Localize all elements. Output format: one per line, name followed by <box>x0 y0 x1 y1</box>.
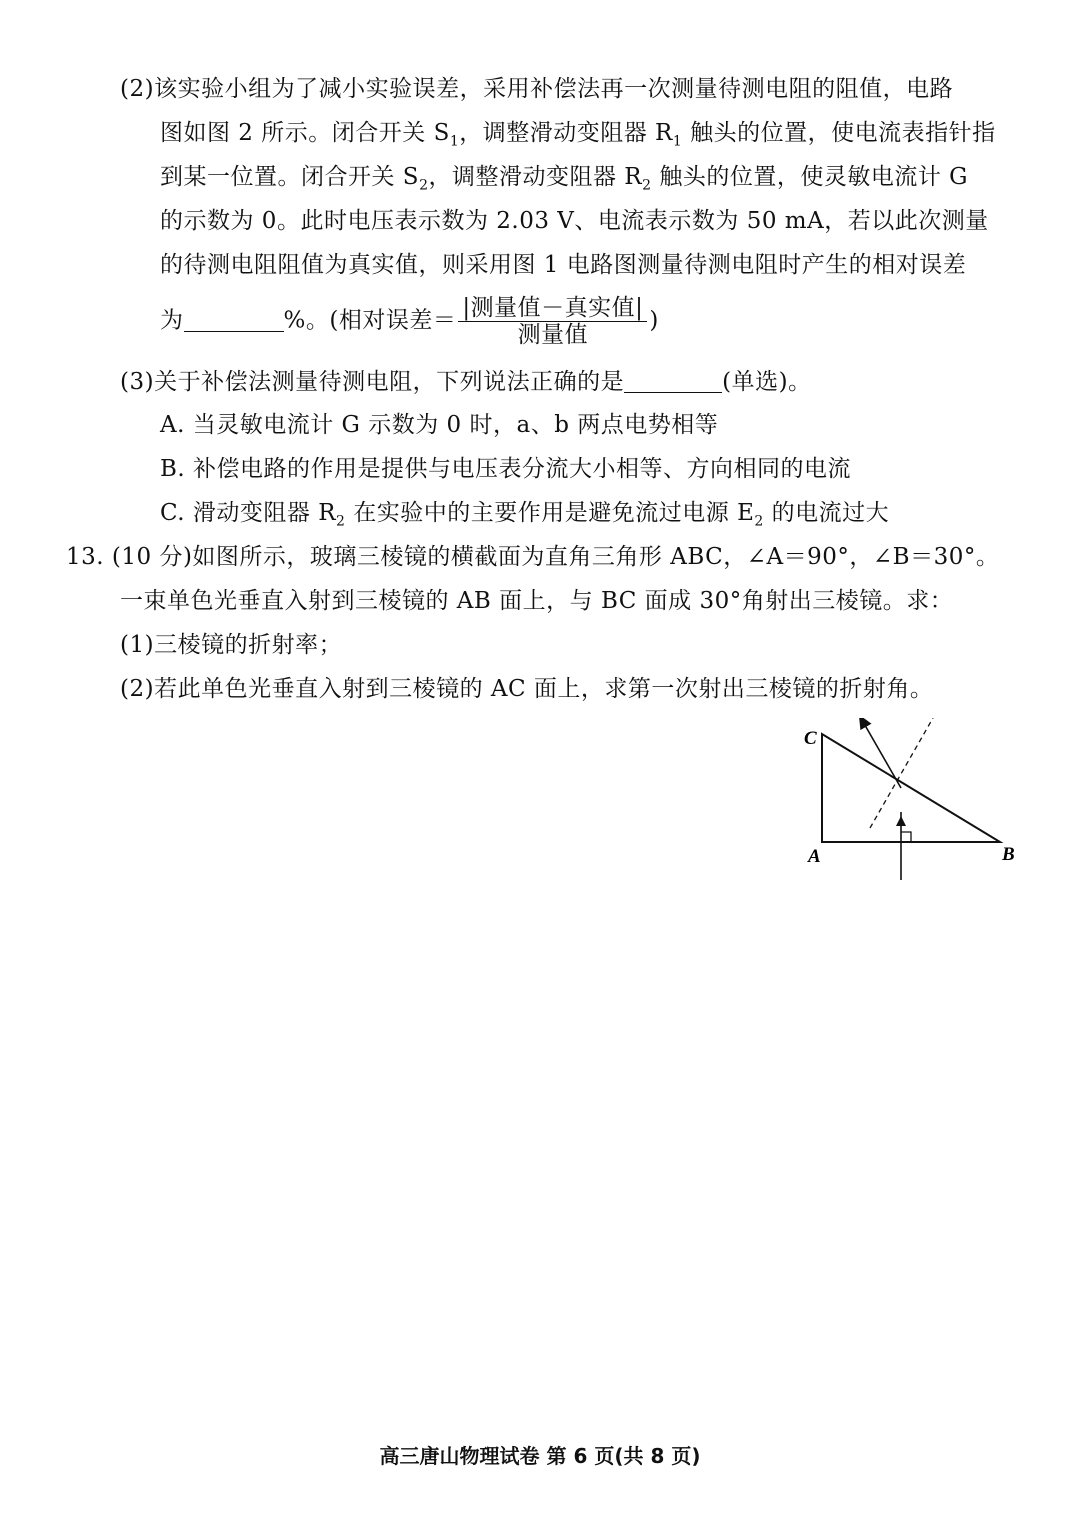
q12-part3-stem: (3)关于补偿法测量待测电阻，下列说法正确的是 (单选)。 <box>120 366 812 397</box>
emergent-ray <box>862 720 901 788</box>
page-footer: 高三唐山物理试卷 第 6 页(共 8 页) <box>379 1444 701 1468</box>
answer-blank-relative-error[interactable] <box>184 305 284 332</box>
incident-arrow-icon <box>896 816 906 826</box>
answer-blank-single-choice[interactable] <box>624 366 722 393</box>
q13-line2: 一束单色光垂直入射到三棱镜的 AB 面上，与 BC 面成 30°角射出三棱镜。求： <box>120 588 954 614</box>
q12-option-b: B. 补偿电路的作用是提供与电压表分流大小相等、方向相同的电流 <box>160 456 852 482</box>
prism-triangle <box>822 734 1000 842</box>
normal-line <box>870 718 933 828</box>
right-angle-mark <box>901 832 911 842</box>
q13-line1: 13. (10 分)如图所示，玻璃三棱镜的横截面为直角三角形 ABC，∠A＝90°，∠B＝30°。 <box>66 544 1000 570</box>
vertex-label-a: A <box>808 846 821 867</box>
q12-part2-line1: (2)该实验小组为了减小实验误差，采用补偿法再一次测量待测电阻的阻值，电路 <box>120 76 954 102</box>
prism-diagram <box>790 718 1030 888</box>
q12-part2-line3: 到某一位置。闭合开关 $S_2$，调整滑动变阻器 $R_2$ 触头的位置，使灵敏电流计 G <box>160 164 969 194</box>
q12-part2-line2: 图如图 2 所示。闭合开关 $S_1$，调整滑动变阻器 $R_1$ 触头的位置，使电流表指针指 <box>160 120 996 150</box>
q13-sub2: (2)若此单色光垂直入射到三棱镜的 AC 面上，求第一次射出三棱镜的折射角。 <box>120 676 934 702</box>
q12-option-c: C. 滑动变阻器 $R_2$ 在实验中的主要作用是避免流过电源 $E_2$ 的电流过大 <box>160 500 890 530</box>
q12-part2-line6: 为 %。(相对误差＝ $\frac{\text{|测量值－真实值|}}{\text{测量值}}$ ) <box>160 295 659 348</box>
vertex-label-c: C <box>804 728 817 749</box>
relative-error-fraction: $\frac{\text{|测量值－真实值|}}{\text{测量值}}$ <box>458 295 647 348</box>
vertex-label-b: B <box>1002 844 1015 865</box>
q13-sub1: (1)三棱镜的折射率； <box>120 632 343 658</box>
q12-option-a: A. 当灵敏电流计 G 示数为 0 时，a、b 两点电势相等 <box>160 412 719 438</box>
q12-part2-line4: 的示数为 0。此时电压表示数为 2.03 V、电流表示数为 50 mA，若以此次测量 <box>160 208 989 234</box>
q12-part2-line5: 的待测电阻阻值为真实值，则采用图 1 电路图测量待测电阻时产生的相对误差 <box>160 252 967 278</box>
